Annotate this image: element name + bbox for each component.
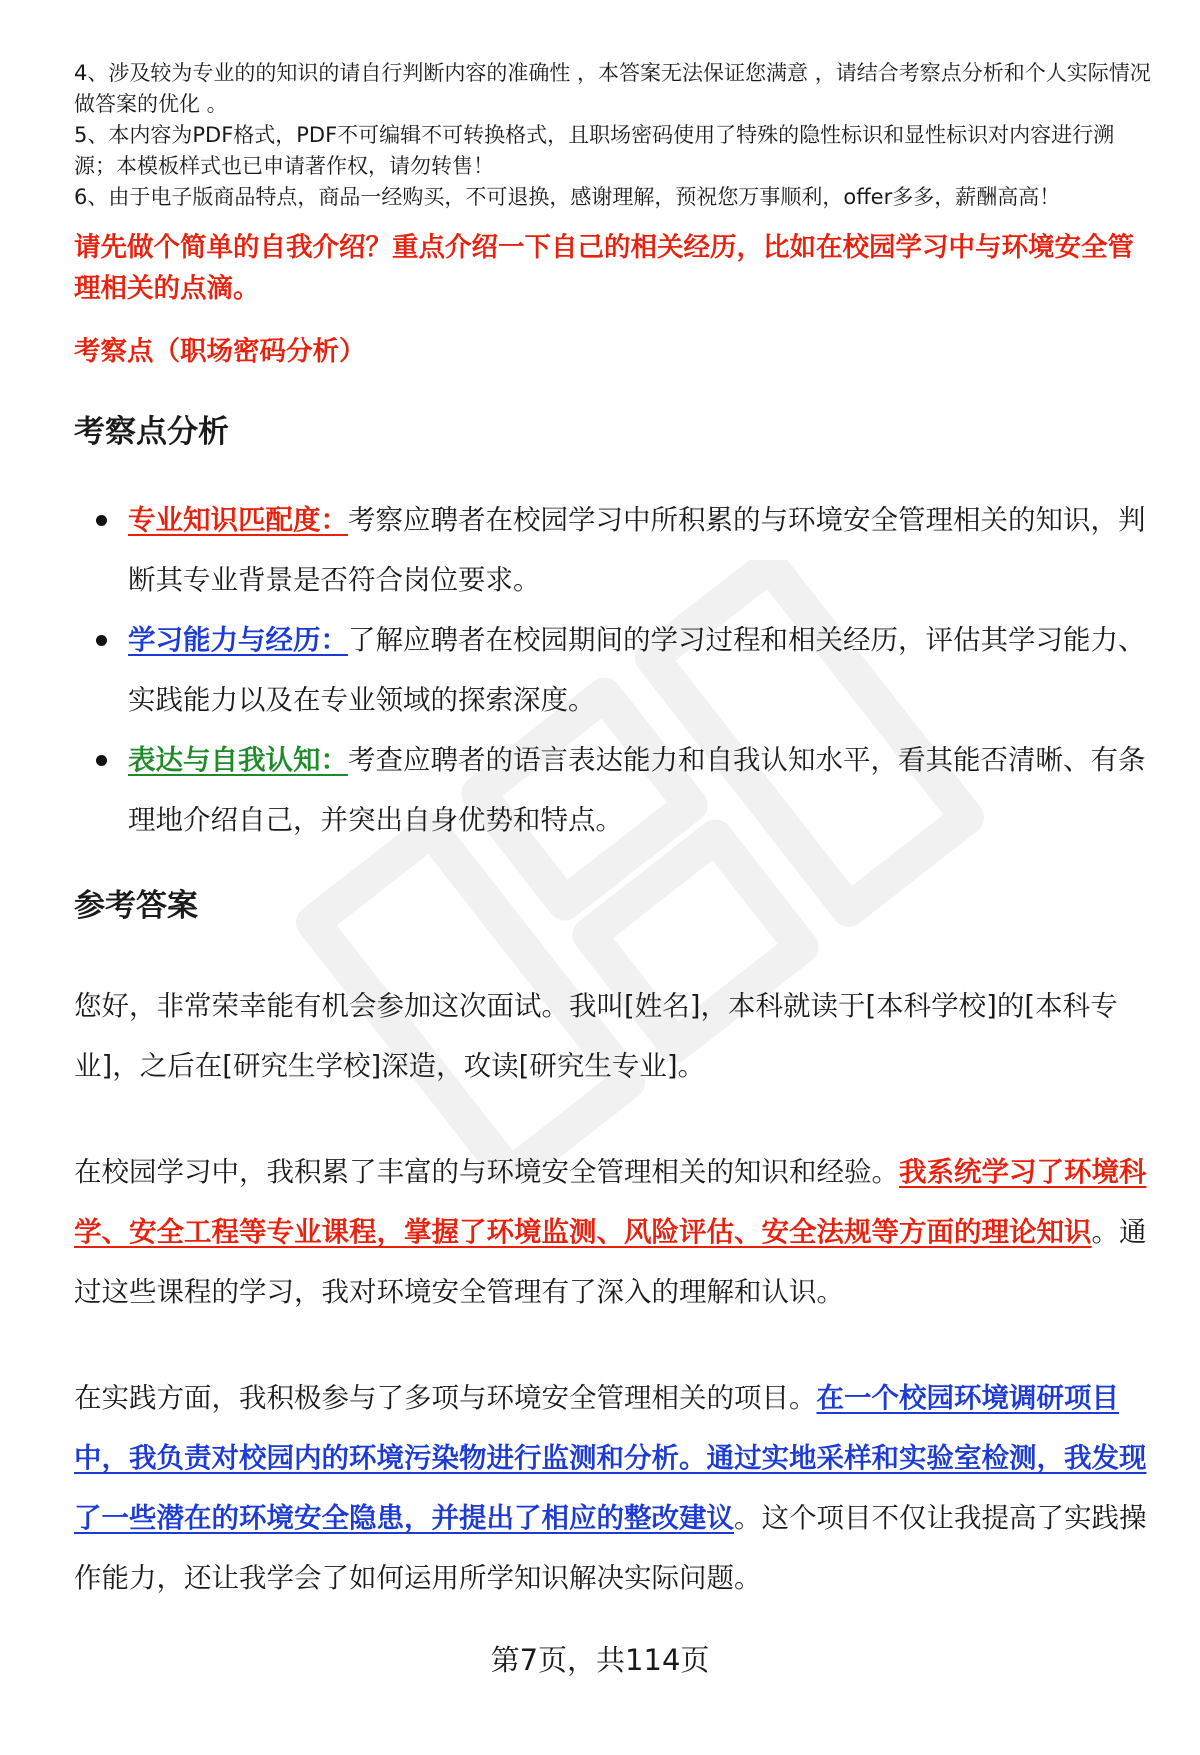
analysis-point	[74, 490, 1156, 610]
paragraph-text: 。通过这些课程的学习，我对环境安全管理有了深入的理解和认识。	[74, 1216, 1147, 1308]
point-keyword: 表达与自我认知：	[128, 744, 348, 776]
highlighted-text: 在一个校园环境调研项目中，我负责对校园内的环境污染物进行监测和分析。通过实地采样和实验室检测，我发现了一些潜在的环境安全隐患，并提出了相应的整改建议	[74, 1382, 1147, 1534]
analysis-point	[74, 730, 1156, 850]
highlighted-text: 我系统学习了环境科学、安全工程等专业课程，掌握了环境监测、风险评估、安全法规等方面的理论知识	[74, 1156, 1147, 1248]
bullet-icon	[96, 755, 107, 766]
answer-heading: 参考答案	[74, 888, 198, 924]
page-number: 第7页，共114页	[490, 1643, 710, 1677]
analysis-point	[74, 610, 1156, 730]
analysis-point-list	[74, 490, 1156, 850]
point-keyword: 专业知识匹配度：	[128, 504, 348, 536]
point-text: 考查应聘者的语言表达能力和自我认知水平，看其能否清晰、有条理地介绍自己，并突出自身优势和特点。	[128, 744, 1146, 836]
notice-item: 4、涉及较为专业的的知识的请自行判断内容的准确性 ，本答案无法保证您满意 ，请结合考察点分析和个人实际情况做答案的优化 。	[74, 61, 1151, 116]
notice-item: 6、由于电子版商品特点，商品一经购买，不可退换，感谢理解，预祝您万事顺利，offer多多，薪酬高高！	[74, 185, 1061, 209]
point-keyword: 学习能力与经历：	[128, 624, 348, 656]
analysis-label: 考察点（职场密码分析）	[74, 336, 366, 367]
answer-paragraph	[74, 1142, 1156, 1322]
notice-list	[74, 58, 1156, 213]
answer-paragraph: 您好，非常荣幸能有机会参加这次面试。我叫[姓名]，本科就读于[本科学校]的[本科专业]，之后在[研究生学校]深造，攻读[研究生专业]。	[74, 990, 1118, 1082]
paragraph-text: 。这个项目不仅让我提高了实践操作能力，还让我学会了如何运用所学知识解决实际问题。	[74, 1502, 1147, 1594]
paragraph-text: 在实践方面，我积极参与了多项与环境安全管理相关的项目。	[74, 1382, 817, 1414]
interview-question: 请先做个简单的自我介绍？重点介绍一下自己的相关经历，比如在校园学习中与环境安全管理相关的点滴。	[74, 232, 1134, 304]
page-content	[74, 58, 1156, 1608]
answer-paragraph	[74, 1368, 1156, 1608]
notice-item: 5、本内容为PDF格式，PDF不可编辑不可转换格式，且职场密码使用了特殊的隐性标识和显性标识对内容进行溯源；本模板样式也已申请著作权，请勿转售！	[74, 123, 1115, 178]
paragraph-text: 在校园学习中，我积累了丰富的与环境安全管理相关的知识和经验。	[74, 1156, 899, 1188]
point-text: 考察应聘者在校园学习中所积累的与环境安全管理相关的知识，判断其专业背景是否符合岗位要求。	[128, 504, 1146, 596]
bullet-icon	[96, 515, 107, 526]
bullet-icon	[96, 635, 107, 646]
point-text: 了解应聘者在校园期间的学习过程和相关经历，评估其学习能力、实践能力以及在专业领域的探索深度。	[128, 624, 1146, 716]
analysis-heading: 考察点分析	[74, 414, 229, 450]
